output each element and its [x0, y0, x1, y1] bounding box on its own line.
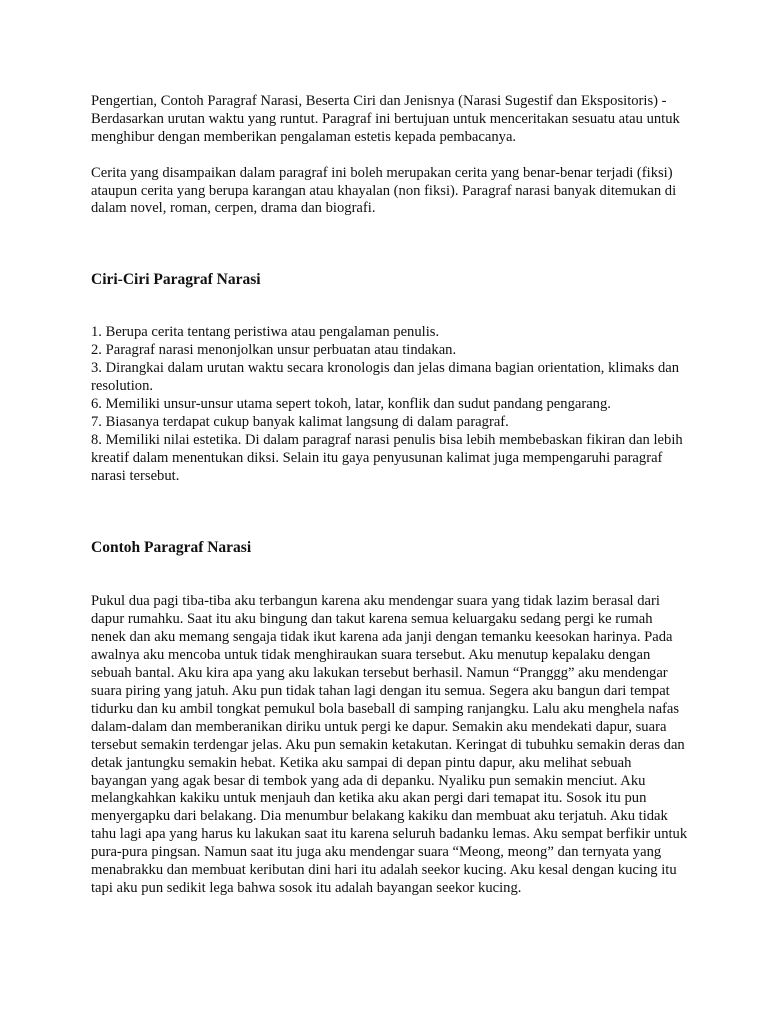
- intro-paragraph-1: Pengertian, Contoh Paragraf Narasi, Beserta Ciri dan Jenisnya (Narasi Sugestif dan Ekspositoris) - Berdasarkan urutan waktu yang runtut. Paragraf ini bertujuan untuk menceritakan sesuatu atau untuk menghibur dengan memberikan pengalaman estetis kepada pembacanya.: [91, 93, 680, 145]
- list-item: 1. Berupa cerita tentang peristiwa atau pengalaman penulis.: [91, 324, 440, 341]
- ciri-heading: Ciri-Ciri Paragraf Narasi: [91, 271, 261, 289]
- list-item: 7. Biasanya terdapat cukup banyak kalimat langsung di dalam paragraf.: [91, 413, 509, 430]
- intro-paragraph-2: Cerita yang disampaikan dalam paragraf ini boleh merupakan cerita yang benar-benar terjadi (fiksi) ataupun cerita yang berupa karangan atau khayalan (non fiksi). Paragraf narasi banyak ditemukan di dalam novel, roman, cerpen, drama dan biografi.: [91, 164, 677, 217]
- list-item: 3. Dirangkai dalam urutan waktu secara kronologis dan jelas dimana bagian orientation, klimaks dan resolution.: [91, 360, 680, 395]
- story-paragraph: Pukul dua pagi tiba-tiba aku terbangun karena aku mendengar suara yang tidak lazim berasal dari dapur rumahku. Saat itu aku bingung dan takut karena semua keluargaku sedang pergi ke rumah nenek dan aku memang sengaja tidak ikut karena ada janji dengan temanku keesokan harinya. Pada awalnya aku mencoba untuk tidak menghiraukan suara tersebut. Aku menutup kepalaku dengan sebuah bantal. Aku kira apa yang aku lakukan tersebut berhasil. Namun “Pranggg” aku mendengar suara piring yang jatuh. Aku pun tidak tahan lagi dengan itu semua. Segera aku bangun dari tempat tidurku dan ku ambil tongkat pemukul bola baseball di samping ranjangku. Lalu aku menghela nafas dalam-dalam dan memberanikan diriku untuk pergi ke dapur. Semakin aku mendekati dapur, suara tersebut semakin terdengar jelas. Aku pun semakin ketakutan. Keringat di tubuhku semakin deras dan detak jantungku semakin hebat. Ketika aku sampai di depan pintu dapur, aku melihat sebuah bayangan yang agak besar di tembok yang ada di depanku. Nyaliku pun semakin menciut. Aku melangkahkan kakiku untuk menjauh dan ketika aku akan pergi dari temapat itu. Sosok itu pun menyergapku dari belakang. Dia menumbur belakang kakiku dan membuat aku terjatuh. Aku tidak tahu lagi apa yang harus ku lakukan saat itu karena seluruh badanku lemas. Aku sempat berfikir untuk pura-pura pingsan. Namun saat itu juga aku mendengar suara “Meong, meong” dan ternyata yang menabrakku dan membuat keributan dini hari itu adalah seekor kucing. Aku kesal dengan kucing itu tapi aku pun sedikit lega bahwa sosok itu adalah bayangan seekor kucing.: [91, 593, 688, 896]
- list-item: 8. Memiliki nilai estetika. Di dalam paragraf narasi penulis bisa lebih membebaskan fikiran dan lebih kreatif dalam menentukan diksi. Selain itu gaya penyusunan kalimat juga mempengaruhi paragraf narasi tersebut.: [91, 431, 683, 484]
- ciri-list: [91, 324, 689, 485]
- list-item: 6. Memiliki unsur-unsur utama sepert tokoh, latar, konflik dan sudut pandang pengarang.: [91, 395, 611, 412]
- document-page: [91, 93, 689, 898]
- contoh-heading: Contoh Paragraf Narasi: [91, 539, 252, 557]
- list-item: 2. Paragraf narasi menonjolkan unsur perbuatan atau tindakan.: [91, 342, 457, 359]
